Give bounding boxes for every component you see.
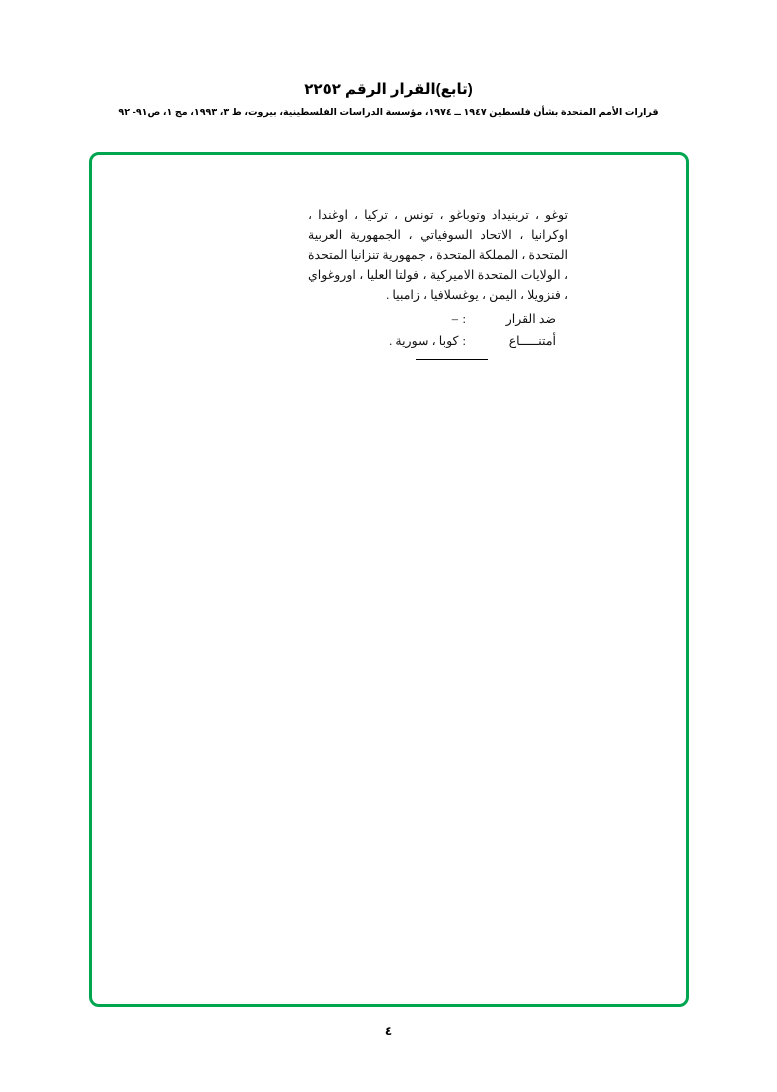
vote-summary	[306, 308, 556, 352]
page-number: ٤	[384, 1024, 393, 1038]
document-source-citation: قرارات الأمم المتحدة بشأن فلسطين ١٩٤٧ ــ ١٩٧٤، مؤسسة الدراسات الفلسطينية، بيروت، ط ٣، ١٩٩٣، مج ١، ص٩١- ٩٢	[118, 107, 659, 118]
country-list-text: توغو ، تربنيداد وتوباغو ، تونس ، تركيا ، اوغندا ، اوكرانيا ، الاتحاد السوفياتي ، الجمهورية العربية المتحدة ، المملكة المتحدة ، جمهورية تنزانيا المتحدة ، الولايات المتحدة الاميركية ، فولتا العليا ، اوروغواي ، فنزويلا ، اليمن ، يوغسلافيا ، زامبيا .	[308, 208, 568, 302]
vote-abstain-colon: :	[462, 334, 466, 348]
vote-abstain-value: كوبا ، سورية .	[389, 334, 459, 348]
vote-against-value: –	[451, 312, 459, 326]
vote-row-abstain	[306, 330, 556, 352]
vote-against-label: ضد القرار	[505, 312, 556, 326]
body-paragraph	[308, 205, 568, 305]
vote-row-against	[306, 308, 556, 330]
horizontal-rule	[416, 359, 488, 360]
vote-abstain-label: أمتنـــــاع	[508, 334, 556, 348]
vote-against-colon: :	[462, 312, 466, 326]
document-header	[0, 80, 777, 118]
content-frame	[89, 152, 689, 1007]
page-title: (تابع)القرار الرقم ٢٢٥٢	[304, 81, 473, 98]
